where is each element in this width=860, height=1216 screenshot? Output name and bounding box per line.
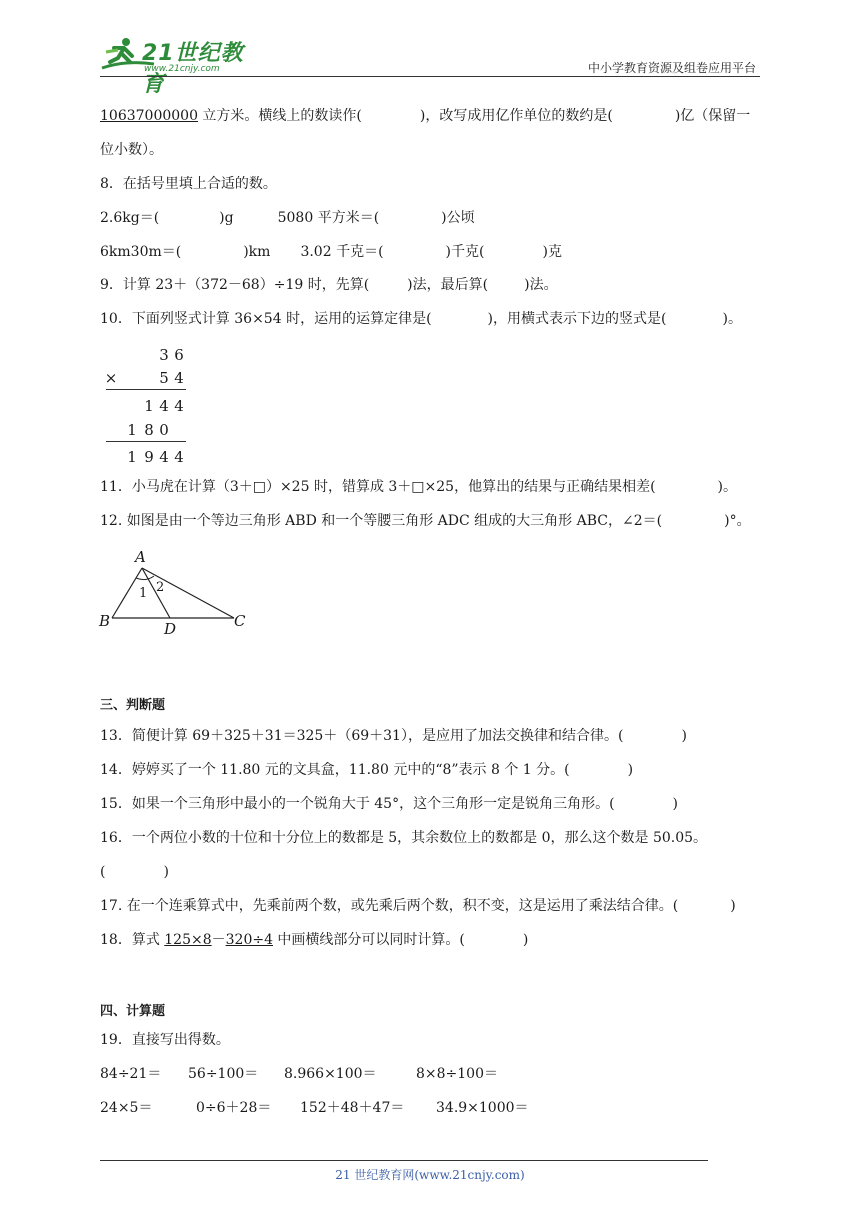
q18-line (100, 930, 528, 950)
site-logo (96, 34, 256, 97)
q8-row2 (100, 242, 562, 262)
q8-item: 6km30m＝( (100, 244, 182, 260)
q12-text: 12. 如图是由一个等边三角形 ABD 和一个等腰三角形 ADC 组成的大三角形 ABC，∠2＝( (100, 513, 663, 529)
q8-row1 (100, 208, 475, 228)
q7-underlined-number: 10637000000 (100, 108, 198, 124)
q10-text: )，用横式表示下边的竖式是( (487, 311, 667, 327)
q7-text: )亿（保留一 (674, 108, 751, 124)
digit: 8 (144, 421, 154, 439)
q8-title: 8．在括号里填上合适的数。 (100, 176, 277, 192)
digit: 1 (127, 421, 137, 439)
q8-item: )km (243, 244, 271, 260)
q16-text: ) (163, 864, 169, 880)
q19-expr: 84÷21＝ (100, 1066, 162, 1082)
footer-divider (100, 1160, 708, 1161)
q19-expr: 152＋48＋47＝ (300, 1100, 405, 1116)
q19-expr: 34.9×1000＝ (436, 1100, 529, 1116)
q9-text: 9．计算 23＋（372－68）÷19 时，先算( (100, 277, 370, 293)
q11-text: 11．小马虎在计算（3＋□）×25 时，错算成 3＋□×25，他算出的结果与正确结果相差( (100, 479, 656, 495)
q7-line2: 位小数）。 (100, 142, 163, 158)
q17-text: ) (730, 898, 736, 914)
header-platform-text: 中小学教育资源及组卷应用平台 (587, 61, 756, 75)
q16-line2 (100, 862, 169, 882)
header-divider (100, 76, 760, 77)
q10-text: )。 (722, 311, 742, 327)
q10-text: 10．下面列竖式计算 36×54 时，运用的运算定律是( (100, 311, 432, 327)
triangle-figure (96, 546, 256, 636)
q8-item: 2.6kg＝( (100, 210, 160, 226)
q8-item: )g (219, 210, 234, 226)
digit: 9 (144, 448, 154, 466)
section-title-calculation: 四、计算题 (100, 1004, 166, 1019)
section-title-judgment: 三、判断题 (100, 698, 166, 713)
q8-item: )公顷 (441, 210, 475, 226)
q14-text: ) (627, 762, 634, 778)
digit: 4 (174, 369, 184, 387)
q7-text: )，改写成用亿作单位的数约是( (419, 108, 613, 124)
q15-text: ) (672, 796, 679, 812)
calc-rule (106, 389, 186, 390)
footer-link[interactable]: 21 世纪教育网(www.21cnjy.com) (335, 1168, 525, 1182)
q8-item: 3.02 千克＝( (300, 244, 384, 260)
q18-text: 18．算式 (100, 932, 165, 948)
digit: 4 (159, 448, 169, 466)
q15-text: 15．如果一个三角形中最小的一个锐角大于 45°，这个三角形一定是锐角三角形。( (100, 796, 615, 812)
q8-item: 5080 平方米＝( (277, 210, 380, 226)
q8-item: )千克( (445, 244, 485, 260)
q19-title: 19．直接写出得数。 (100, 1032, 230, 1048)
digit: 1 (144, 397, 154, 415)
digit: 4 (174, 397, 184, 415)
q17-line (100, 896, 736, 916)
digit: 0 (159, 421, 169, 439)
q11-line (100, 477, 737, 497)
digit: 6 (174, 346, 184, 364)
q18-text: 中画横线部分可以同时计算。( (272, 932, 465, 948)
q12-line (100, 511, 751, 531)
q18-text: － (211, 932, 226, 948)
logo-text: 21世纪教育 (142, 41, 244, 97)
q13-text: 13．简便计算 69＋325＋31＝325＋（69＋31），是应用了加法交换律和结合律。( (100, 728, 624, 744)
q17-text: 17. 在一个连乘算式中，先乘前两个数，或先乘后两个数，积不变，这是运用了乘法结合律。( (100, 898, 679, 914)
q10-line (100, 309, 742, 329)
angle-label-2: 2 (156, 580, 165, 595)
vertex-label-d: D (164, 620, 177, 638)
q19-expr: 56÷100＝ (188, 1066, 259, 1082)
digit: 3 (159, 346, 169, 364)
q19-expr: 8×8÷100＝ (416, 1066, 498, 1082)
angle-label-1: 1 (139, 586, 148, 601)
q13-line (100, 726, 687, 746)
digit: 4 (159, 397, 169, 415)
q8-item: )克 (542, 244, 562, 260)
q11-text: )。 (717, 479, 738, 495)
q9-line (100, 275, 558, 295)
calc-rule (106, 441, 186, 442)
vertex-label-c: C (234, 612, 246, 630)
q19-expr: 8.966×100＝ (284, 1066, 377, 1082)
q9-text: )法，最后算( (407, 277, 489, 293)
q9-text: )法。 (524, 277, 558, 293)
vertex-label-a: A (135, 548, 146, 566)
digit: 1 (127, 448, 137, 466)
q7-line1 (100, 106, 750, 126)
q19-expr: 24×5＝ (100, 1100, 153, 1116)
vertex-label-b: B (99, 612, 111, 630)
multiply-sign: × (104, 369, 118, 387)
q18-underlined-expr: 320÷4 (225, 932, 273, 948)
q12-text: )°。 (724, 513, 751, 529)
digit: 5 (159, 369, 169, 387)
q18-underlined-expr: 125×8 (164, 932, 212, 948)
q16-line1: 16．一个两位小数的十位和十分位上的数都是 5，其余数位上的数都是 0，那么这个数是 50.05。 (100, 830, 708, 846)
q15-line (100, 794, 678, 814)
logo-url: www.21cnjy.com (144, 64, 220, 74)
q7-text: 立方米。横线上的数读作( (197, 108, 362, 124)
digit: 4 (174, 448, 184, 466)
q19-expr: 0÷6＋28＝ (196, 1100, 272, 1116)
q13-text: ) (681, 728, 687, 744)
q16-text: ( (100, 864, 106, 880)
q18-text: ) (522, 932, 529, 948)
q14-text: 14．婷婷买了一个 11.80 元的文具盒，11.80 元中的“8”表示 8 个 1 分。( (100, 762, 570, 778)
q14-line (100, 760, 633, 780)
